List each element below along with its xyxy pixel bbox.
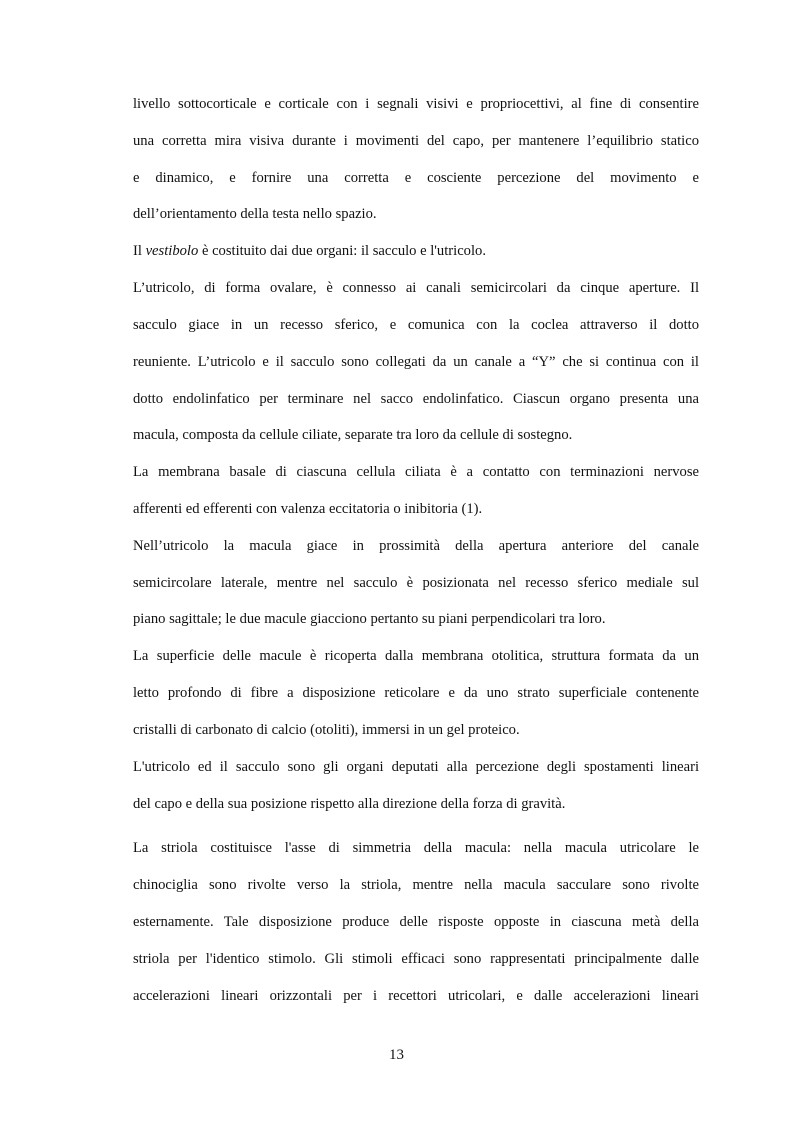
text-line: esternamente. Tale disposizione produce delle risposte opposte in ciascuna metà della (133, 914, 699, 930)
text-line: Nell’utricolo la macula giace in prossimità della apertura anteriore del canale (133, 538, 699, 554)
text-line: e dinamico, e fornire una corretta e cosciente percezione del movimento e (133, 170, 699, 186)
italic-term: vestibolo (145, 243, 199, 259)
text-line: La striola costituisce l'asse di simmetria della macula: nella macula utricolare le (133, 840, 699, 856)
text-line: letto profondo di fibre a disposizione reticolare e da uno strato superficiale contenente (133, 685, 699, 701)
text-line: sacculo giace in un recesso sferico, e comunica con la coclea attraverso il dotto (133, 317, 699, 333)
text-line: La superficie delle macule è ricoperta dalla membrana otolitica, struttura formata da un (133, 648, 699, 664)
text-line: dotto endolinfatico per terminare nel sacco endolinfatico. Ciascun organo presenta una (133, 391, 699, 407)
text-line: macula, composta da cellule ciliate, separate tra loro da cellule di sostegno. (133, 427, 573, 443)
text-line: una corretta mira visiva durante i movimenti del capo, per mantenere l’equilibrio statico (133, 133, 699, 149)
text-line: striola per l'identico stimolo. Gli stimoli efficaci sono rappresentati principalmente dalle (133, 951, 699, 967)
text-line: semicircolare laterale, mentre nel sacculo è posizionata nel recesso sferico mediale sul (133, 575, 699, 591)
text-run: è costituito dai due organi: il sacculo e l'utricolo. (201, 243, 486, 259)
text-line: afferenti ed efferenti con valenza eccitatoria o inibitoria (1). (133, 501, 483, 517)
text-line: cristalli di carbonato di calcio (otoliti), immersi in un gel proteico. (133, 722, 520, 738)
text-line: L’utricolo, di forma ovalare, è connesso ai canali semicircolari da cinque aperture. Il (133, 280, 699, 296)
text-line: La membrana basale di ciascuna cellula ciliata è a contatto con terminazioni nervose (133, 464, 699, 480)
text-line: accelerazioni lineari orizzontali per i recettori utricolari, e dalle accelerazioni lineari (133, 988, 699, 1004)
text-line: piano sagittale; le due macule giacciono pertanto su piani perpendicolari tra loro. (133, 611, 606, 627)
text-line: reuniente. L’utricolo e il sacculo sono collegati da un canale a “Y” che si continua con il (133, 354, 699, 370)
text-line: dell’orientamento della testa nello spazio. (133, 206, 377, 222)
text-line: livello sottocorticale e corticale con i segnali visivi e propriocettivi, al fine di consentire (133, 96, 699, 112)
text-line: chinociglia sono rivolte verso la striola, mentre nella macula sacculare sono rivolte (133, 877, 699, 893)
page-number: 13 (389, 1047, 404, 1063)
text-line: del capo e della sua posizione rispetto alla direzione della forza di gravità. (133, 796, 566, 812)
text-line: L'utricolo ed il sacculo sono gli organi deputati alla percezione degli spostamenti lineari (133, 759, 699, 775)
text-run: Il (133, 243, 142, 259)
text-line (133, 242, 699, 260)
